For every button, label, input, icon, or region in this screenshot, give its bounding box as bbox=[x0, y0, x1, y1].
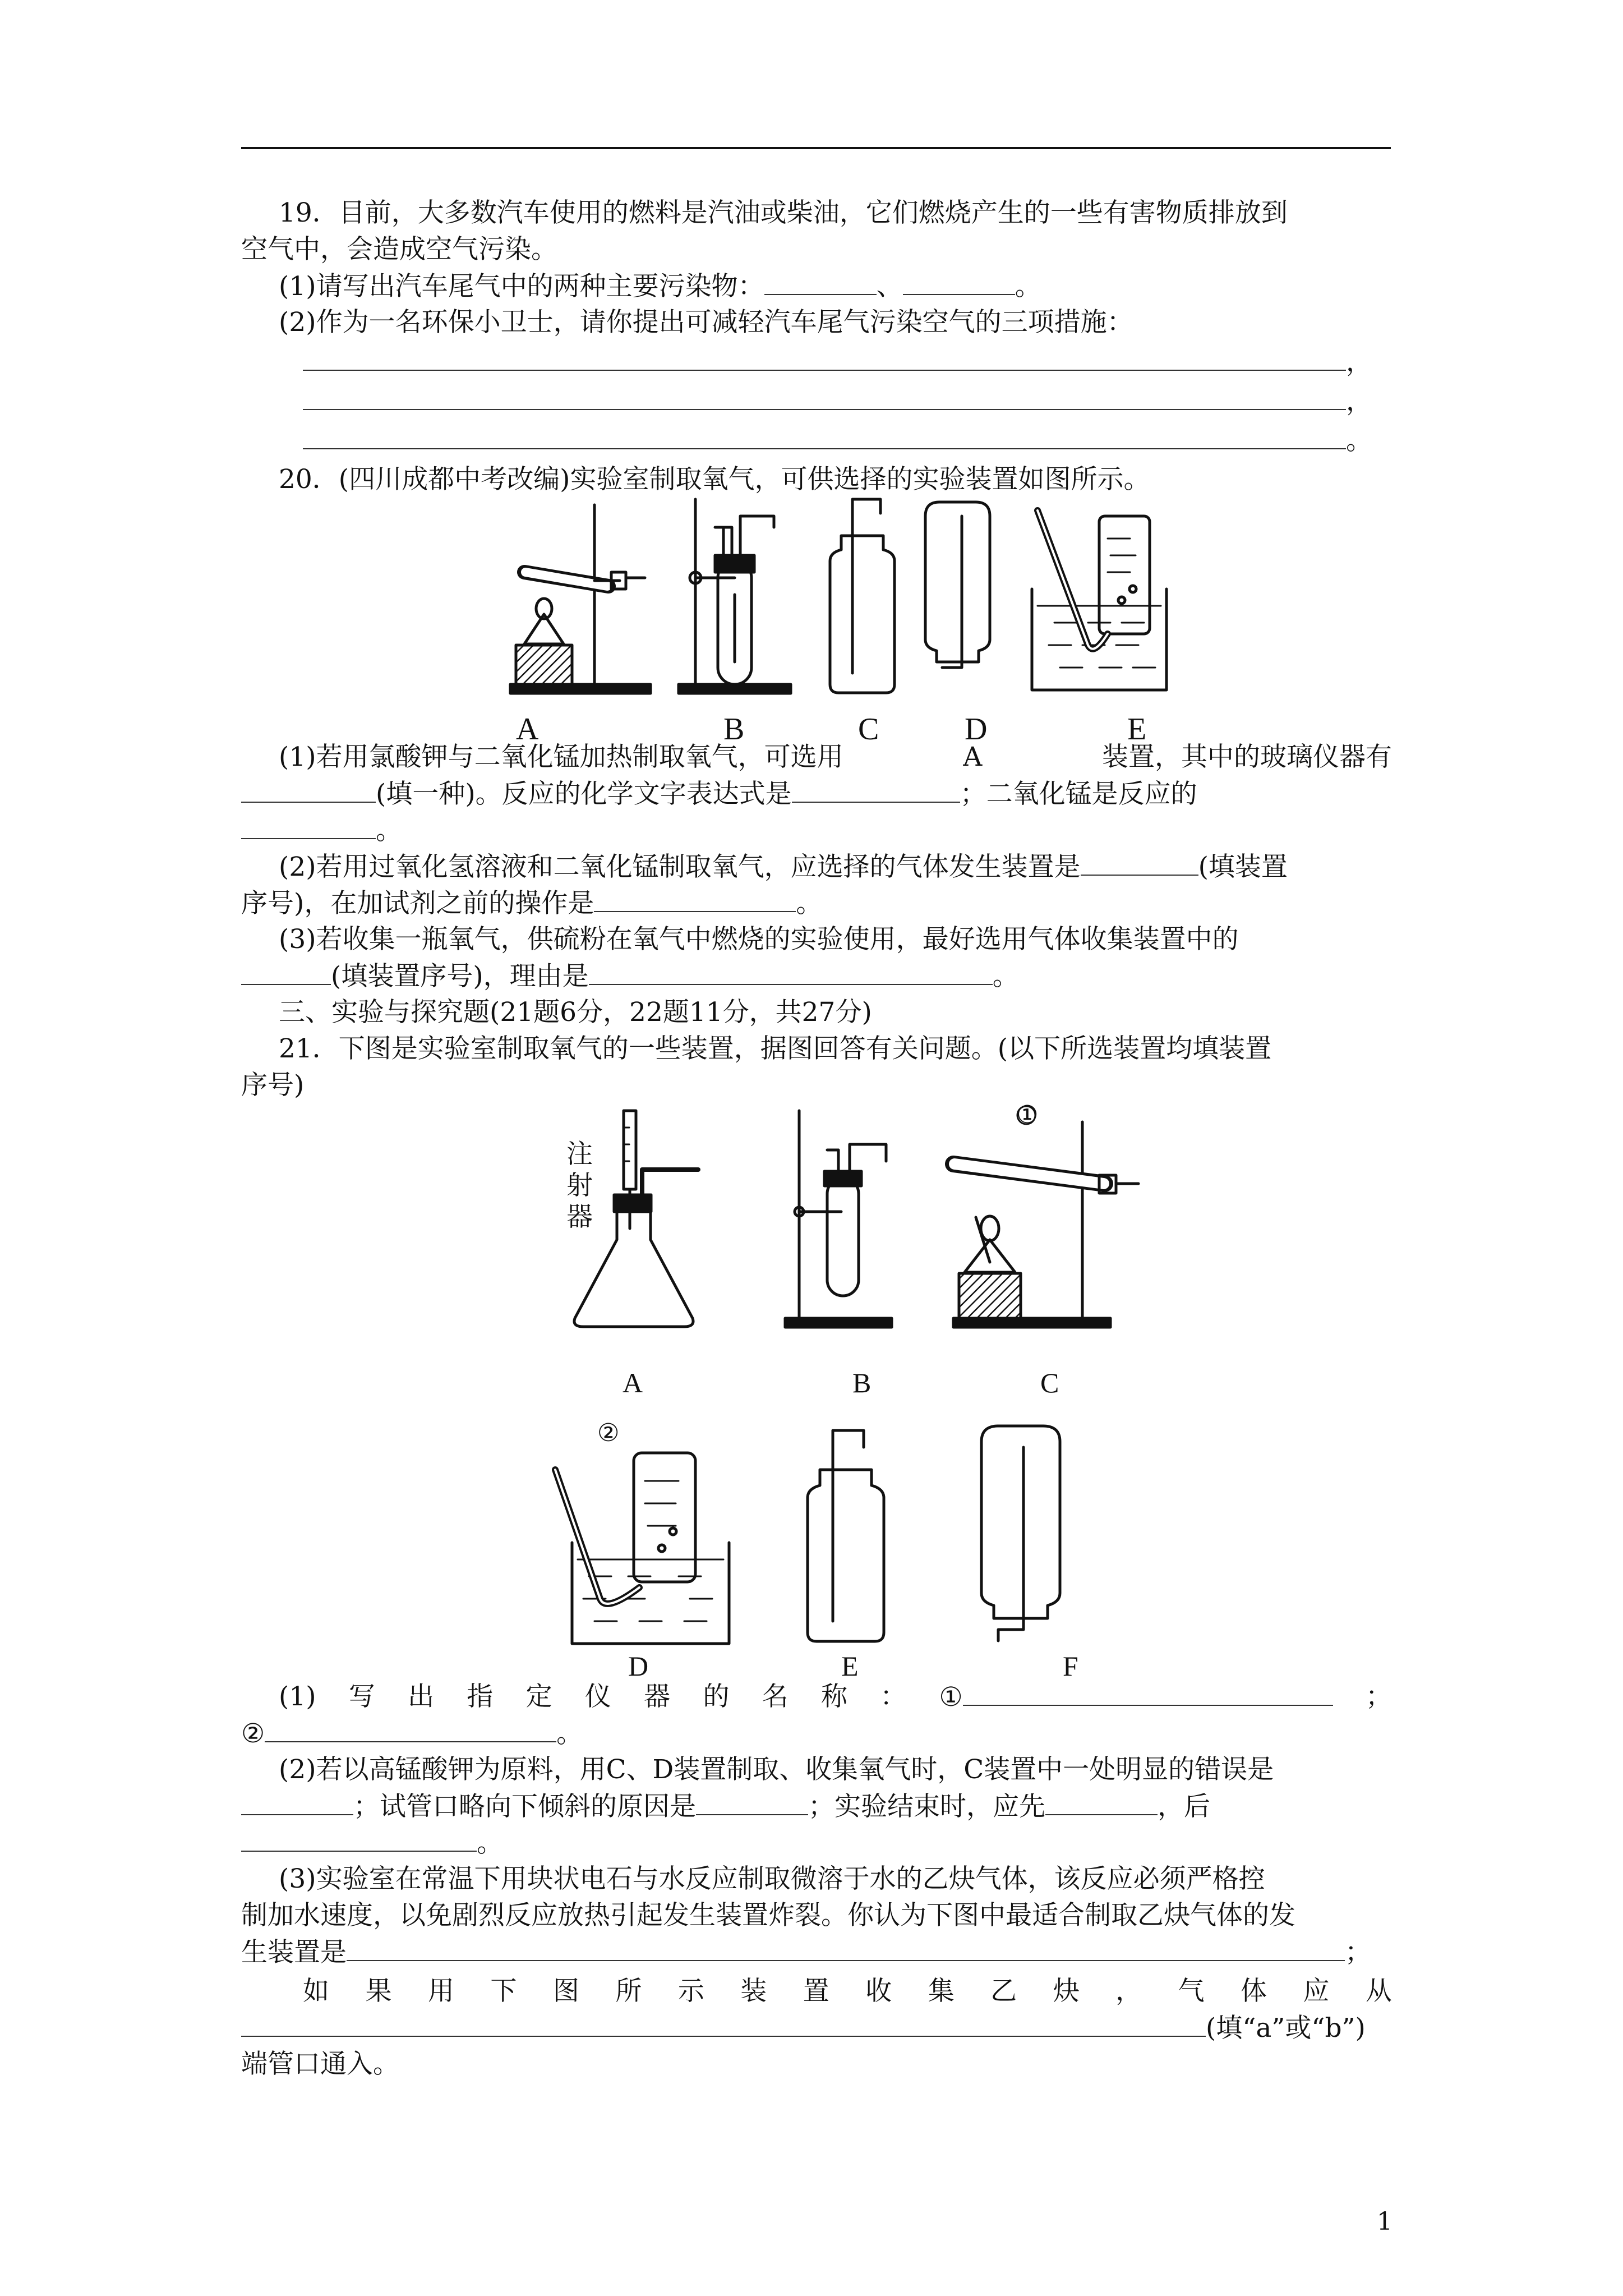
q21-part3-text-a: 生装置是 bbox=[241, 1937, 347, 1968]
q21-part3-word: 所 bbox=[615, 1976, 642, 2007]
answer-blank[interactable] bbox=[903, 269, 1015, 295]
q21-part2-text-b: ；实验结束时，应先 bbox=[808, 1791, 1045, 1822]
q21-part3-line5 bbox=[241, 2011, 1366, 2045]
q19-part1-end: 。 bbox=[1015, 271, 1041, 302]
q21-part3-line1: (3)实验室在常温下用块状电石与水反应制取微溶于水的乙炔气体，该反应必须严格控 bbox=[279, 1864, 1265, 1894]
q21-part3-word: 示 bbox=[677, 1976, 704, 2007]
q21-part1-word: 的 bbox=[703, 1681, 730, 1712]
answer-blank[interactable] bbox=[303, 384, 1346, 410]
q20-apparatus-figure bbox=[494, 494, 1189, 740]
answer-blank[interactable] bbox=[241, 813, 376, 839]
q21-part3-word: 乙 bbox=[990, 1976, 1017, 2007]
q21-part3-word: 装 bbox=[740, 1976, 767, 2007]
syringe-label-1: 注 bbox=[566, 1139, 593, 1170]
q20-part1-line3 bbox=[241, 813, 402, 848]
q21-part1-word: 出 bbox=[408, 1681, 435, 1712]
q21-label-e: E bbox=[841, 1650, 859, 1682]
q19-answer-line1 bbox=[303, 345, 1372, 379]
q21-part3-word: 从 bbox=[1365, 1976, 1392, 2007]
q20-part1-line2 bbox=[241, 777, 1197, 811]
q19-stem-line2: 空气中，会造成空气污染。 bbox=[241, 234, 557, 265]
q19-part1-sep: 、 bbox=[876, 271, 903, 302]
q19-answer-line2 bbox=[303, 384, 1372, 418]
marker-2: ② bbox=[241, 1718, 265, 1749]
q21-part3-word: 图 bbox=[552, 1976, 579, 2007]
q21-part1-end: 。 bbox=[556, 1718, 583, 1749]
answer-blank[interactable] bbox=[241, 777, 376, 803]
apparatus-e bbox=[1032, 510, 1166, 690]
q19-stem-line1: 19．目前，大多数汽车使用的燃料是汽油或柴油，它们燃烧产生的一些有害物质排放到 bbox=[279, 197, 1288, 228]
section-3-heading: 三、实验与探究题(21题6分，22题11分，共27分) bbox=[279, 997, 872, 1028]
q21-part1-line1 bbox=[279, 1680, 1392, 1714]
q21-part1-line2 bbox=[241, 1717, 583, 1751]
q21-part3-word: 收 bbox=[865, 1976, 892, 2007]
q20-part1-line1 bbox=[279, 740, 1392, 774]
q21-part3-line3 bbox=[241, 1935, 1371, 1970]
answer-blank[interactable] bbox=[963, 1680, 1333, 1706]
answer-blank[interactable] bbox=[594, 886, 796, 912]
q21-part1-answer-1 bbox=[939, 1680, 1333, 1714]
q19-answer-line3 bbox=[303, 424, 1372, 458]
page-number: 1 bbox=[1377, 2207, 1393, 2236]
q21-part3-word: 如 bbox=[303, 1976, 329, 2007]
q20-label-c: C bbox=[858, 712, 879, 747]
q20-part3-end: 。 bbox=[992, 961, 1019, 992]
q21-label-f: F bbox=[1063, 1650, 1078, 1682]
q20-part1-text-e: ；二氧化锰是反应的 bbox=[960, 779, 1197, 809]
q21-part1-word: 器 bbox=[644, 1681, 671, 1712]
q20-label-b: B bbox=[723, 712, 745, 747]
syringe-label-2: 射 bbox=[566, 1170, 593, 1201]
q21-part2-line3 bbox=[241, 1826, 503, 1860]
q21-part1-word: 称 bbox=[820, 1681, 847, 1712]
q20-part2-text-b: (填装置 bbox=[1198, 852, 1288, 882]
q20-label-d: D bbox=[965, 712, 988, 747]
q21-part3-fill-hint: (填“a”或“b”) bbox=[1206, 2013, 1366, 2044]
q21-part3-word: 用 bbox=[427, 1976, 454, 2007]
q21-part3-word: 果 bbox=[365, 1976, 392, 2007]
instrument-marker-2: ② bbox=[597, 1419, 620, 1447]
q21-part1-semicolon: ； bbox=[1365, 1681, 1392, 1712]
answer-blank[interactable] bbox=[347, 1935, 1345, 1961]
q20-part2-line1 bbox=[279, 850, 1288, 884]
q21-stem-line1: 21．下图是实验室制取氧气的一些装置，据图回答有关问题。(以下所选装置均填装置 bbox=[279, 1033, 1272, 1064]
answer-blank[interactable] bbox=[589, 959, 993, 985]
answer-blank[interactable] bbox=[764, 269, 877, 295]
q19-comma: ， bbox=[1346, 386, 1372, 417]
q21-part3-line4 bbox=[303, 1975, 1392, 2008]
q21-part2-text-c: ，后 bbox=[1158, 1791, 1210, 1822]
q21-part3-word: 集 bbox=[928, 1976, 955, 2007]
q21-part3-line2: 制加水速度，以免剧烈反应放热引起发生装置炸裂。你认为下图中最适合制取乙炔气体的发 bbox=[241, 1900, 1295, 1931]
q21-part2-line1: (2)若以高锰酸钾为原料，用C、D装置制取、收集氧气时，C装置中一处明显的错误是 bbox=[279, 1754, 1274, 1785]
q20-part2-text-a: (2)若用过氧化氢溶液和二氧化锰制取氧气，应选择的气体发生装置是 bbox=[279, 852, 1081, 882]
answer-blank[interactable] bbox=[241, 1789, 353, 1815]
answer-blank[interactable] bbox=[241, 1826, 477, 1852]
apparatus-b bbox=[785, 1111, 892, 1327]
q21-label-a: A bbox=[623, 1367, 643, 1398]
answer-blank[interactable] bbox=[241, 959, 331, 985]
q21-part1-word: ： bbox=[880, 1681, 907, 1712]
answer-blank[interactable] bbox=[303, 424, 1346, 449]
q20-label-a: A bbox=[516, 712, 539, 747]
header-rule bbox=[241, 147, 1391, 149]
q20-label-e: E bbox=[1127, 712, 1147, 747]
q20-part2-line2 bbox=[241, 886, 822, 921]
q21-label-b: B bbox=[852, 1367, 872, 1398]
q21-apparatus-figure-top bbox=[561, 1105, 1189, 1346]
q21-part1-word: 仪 bbox=[584, 1681, 611, 1712]
syringe-label-3: 器 bbox=[566, 1202, 593, 1232]
q21-part2-line2 bbox=[241, 1789, 1210, 1824]
q21-stem-line2: 序号) bbox=[241, 1070, 305, 1101]
q21-part3-word: 置 bbox=[803, 1976, 829, 2007]
q19-part1 bbox=[279, 269, 1041, 303]
q21-part3-word: 炔 bbox=[1053, 1976, 1080, 2007]
answer-blank[interactable] bbox=[303, 345, 1346, 371]
apparatus-a bbox=[510, 505, 651, 693]
answer-blank[interactable] bbox=[241, 2011, 1206, 2037]
apparatus-d bbox=[925, 502, 990, 668]
apparatus-a bbox=[574, 1111, 698, 1327]
q21-part3-word: 下 bbox=[490, 1976, 517, 2007]
answer-blank[interactable] bbox=[1045, 1789, 1158, 1815]
q20-part2-text-c: 序号)，在加试剂之前的操作是 bbox=[241, 888, 594, 919]
q21-part1-word: 定 bbox=[525, 1681, 552, 1712]
q19-part1-text: (1)请写出汽车尾气中的两种主要污染物： bbox=[279, 271, 764, 302]
q21-part3-semicolon: ； bbox=[1345, 1937, 1371, 1968]
apparatus-d bbox=[555, 1453, 729, 1644]
answer-blank[interactable] bbox=[792, 777, 960, 803]
q21-part1-word: (1) bbox=[279, 1681, 316, 1712]
apparatus-c bbox=[830, 499, 895, 693]
q21-part3-word: ， bbox=[1115, 1976, 1142, 2007]
q20-part3-line1: (3)若收集一瓶氧气，供硫粉在氧气中燃烧的实验使用，最好选用气体收集装置中的 bbox=[279, 924, 1239, 955]
apparatus-e bbox=[808, 1430, 884, 1641]
q21-part1-word: 写 bbox=[348, 1681, 375, 1712]
q21-part2-text-a: ；试管口略向下倾斜的原因是 bbox=[353, 1791, 696, 1822]
apparatus-c bbox=[953, 1106, 1138, 1327]
q19-comma: ， bbox=[1346, 347, 1372, 378]
instrument-marker-1: ① bbox=[1016, 1101, 1039, 1129]
answer-blank[interactable] bbox=[265, 1717, 556, 1742]
answer-blank[interactable] bbox=[1081, 850, 1198, 876]
apparatus-b bbox=[679, 499, 791, 693]
q19-part2: (2)作为一名环保小卫士，请你提出可减轻汽车尾气污染空气的三项措施： bbox=[279, 307, 1133, 338]
q21-label-d: D bbox=[628, 1650, 649, 1682]
marker-1: ① bbox=[939, 1682, 963, 1713]
q20-part3-text-a: (填装置序号)，理由是 bbox=[331, 961, 589, 992]
q21-part3-word: 体 bbox=[1241, 1976, 1267, 2007]
q20-part1-text-a: (1)若用氯酸钾与二氧化锰加热制取氧气，可选用 bbox=[279, 742, 843, 772]
q21-part2-end: 。 bbox=[477, 1828, 503, 1858]
q20-part1-text-c: 装置，其中的玻璃仪器有 bbox=[1102, 742, 1392, 772]
answer-blank[interactable] bbox=[696, 1789, 808, 1815]
q20-stem: 20．(四川成都中考改编)实验室制取氧气，可供选择的实验装置如图所示。 bbox=[279, 464, 1150, 495]
q20-part1-text-d: (填一种)。反应的化学文字表达式是 bbox=[376, 779, 792, 809]
q21-part1-word: 指 bbox=[467, 1681, 494, 1712]
apparatus-f bbox=[981, 1426, 1060, 1641]
q21-label-c: C bbox=[1040, 1367, 1059, 1398]
q21-part1-word: 名 bbox=[762, 1681, 789, 1712]
q20-part2-end: 。 bbox=[796, 888, 823, 919]
q21-part3-line6: 端管口通入。 bbox=[241, 2049, 399, 2079]
q21-apparatus-figure-bottom bbox=[550, 1419, 1144, 1655]
q21-part3-word: 应 bbox=[1303, 1976, 1330, 2007]
q20-part1-text-b: A bbox=[963, 742, 983, 772]
q21-part3-word: 气 bbox=[1178, 1976, 1205, 2007]
q20-part1-end: 。 bbox=[376, 815, 402, 846]
q19-period: 。 bbox=[1346, 425, 1372, 456]
q20-part3-line2 bbox=[241, 959, 1019, 993]
